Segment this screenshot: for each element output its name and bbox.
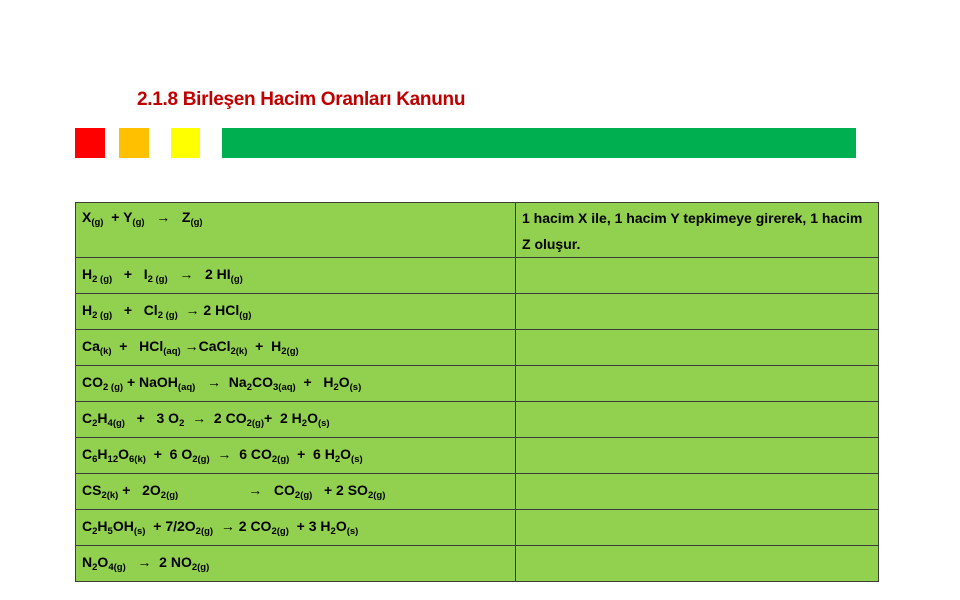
equation-text: Ca <box>82 338 100 354</box>
subscript: 2(k) <box>101 490 119 501</box>
note-cell <box>516 294 879 330</box>
equation-cell <box>76 203 516 258</box>
note-cell: 1 hacim X ile, 1 hacim Y tepkimeye girerek, 1 hacim Z oluşur. <box>516 203 879 258</box>
equation-text: O <box>340 446 352 462</box>
note-cell <box>516 474 879 510</box>
reaction-equation <box>82 338 299 357</box>
equation-cell <box>76 366 516 402</box>
equation-text: → 2 HI <box>167 266 231 282</box>
reactions-table-body <box>76 203 879 582</box>
reaction-equation <box>82 410 330 429</box>
equation-text: O <box>335 518 347 534</box>
subscript: 2 (g) <box>92 310 113 321</box>
reaction-equation <box>82 266 243 285</box>
equation-text: OH <box>112 518 134 534</box>
note-cell <box>516 366 879 402</box>
equation-text: + 2O <box>118 482 161 498</box>
equation-text: X <box>82 209 92 225</box>
equation-text: + 3 O <box>124 410 180 426</box>
equation-text: CO <box>252 374 273 390</box>
red-square-decor <box>75 128 105 158</box>
reaction-equation <box>82 482 386 501</box>
equation-cell <box>76 510 516 546</box>
equation-text: + <box>103 209 124 225</box>
equation-text: + 7/2O <box>145 518 196 534</box>
equation-text: C <box>82 446 93 462</box>
table-row <box>76 510 879 546</box>
equation-text: H <box>97 446 108 462</box>
subscript: 2 <box>246 382 252 393</box>
note-cell <box>516 258 879 294</box>
equation-text: + NaOH <box>123 374 178 390</box>
subscript: (s) <box>317 418 330 429</box>
reaction-equation <box>82 302 252 321</box>
equation-text: → 2 HCl <box>177 302 240 318</box>
equation-text: + 6 O <box>145 446 193 462</box>
subscript: (aq) <box>177 382 196 393</box>
equation-text: → 2 NO <box>125 554 192 570</box>
equation-text: → Na <box>195 374 247 390</box>
equation-text: C <box>82 410 93 426</box>
table-row <box>76 438 879 474</box>
equation-cell <box>76 294 516 330</box>
equation-text: + 2 H <box>264 410 302 426</box>
table-row <box>76 330 879 366</box>
subscript: 2(g) <box>191 562 210 573</box>
subscript: 3(aq) <box>273 382 296 393</box>
subscript: 2(g) <box>192 454 210 465</box>
subscript: 2 (g) <box>92 274 113 285</box>
equation-text: + 2 SO <box>312 482 368 498</box>
subscript: 5 <box>107 526 113 537</box>
table-row <box>76 294 879 330</box>
subscript: 2(g) <box>246 418 265 429</box>
table-row <box>76 474 879 510</box>
subscript: 2 <box>334 454 341 465</box>
reactions-table <box>75 202 879 582</box>
equation-text: Y <box>123 209 133 225</box>
equation-text: → 6 CO <box>209 446 272 462</box>
equation-text: → 2 CO <box>184 410 247 426</box>
subscript: (s) <box>133 526 146 537</box>
equation-text: →CaCl <box>180 338 231 354</box>
subscript: 6 <box>92 454 98 465</box>
equation-text: + 6 H <box>289 446 335 462</box>
equation-text: → CO <box>178 482 295 498</box>
reaction-equation <box>82 554 210 573</box>
equation-text: → Z <box>144 209 191 225</box>
subscript: 2(g) <box>271 526 289 537</box>
subscript: (s) <box>349 382 362 393</box>
table-row <box>76 203 879 258</box>
table-row <box>76 366 879 402</box>
subscript: 2 <box>92 526 98 537</box>
subscript: 6(k) <box>129 454 146 465</box>
subscript: (k) <box>99 346 112 357</box>
subscript: (g) <box>239 310 252 321</box>
subscript: 2 <box>92 418 98 429</box>
reaction-equation <box>82 209 203 228</box>
subscript: 2 <box>330 526 336 537</box>
subscript: 2(k) <box>230 346 248 357</box>
equation-text: → 2 CO <box>213 518 272 534</box>
subscript: (aq) <box>163 346 181 357</box>
subscript: 4(g) <box>107 418 125 429</box>
equation-text: + I <box>112 266 148 282</box>
equation-text: CS <box>82 482 102 498</box>
equation-text: C <box>82 518 93 534</box>
equation-cell <box>76 546 516 582</box>
subscript: (g) <box>91 217 104 228</box>
equation-text: N <box>82 554 93 570</box>
subscript: (g) <box>190 217 203 228</box>
subscript: 2 (g) <box>103 382 124 393</box>
equation-text: + HCl <box>111 338 164 354</box>
table-row <box>76 546 879 582</box>
equation-text: CO <box>82 374 103 390</box>
subscript: 4(g) <box>108 562 126 573</box>
subscript: 2(g) <box>195 526 214 537</box>
equation-text: H <box>97 410 108 426</box>
subscript: 2 <box>179 418 185 429</box>
note-cell <box>516 402 879 438</box>
reaction-equation <box>82 518 359 537</box>
equation-text: H <box>82 266 93 282</box>
subscript: 2 (g) <box>147 274 168 285</box>
subscript: 2 <box>301 418 308 429</box>
green-bar-decor <box>222 128 856 158</box>
subscript: 12 <box>107 454 119 465</box>
equation-text: O <box>97 554 109 570</box>
equation-text: O <box>118 446 130 462</box>
slide-title: 2.1.8 Birleşen Hacim Oranları Kanunu <box>137 89 466 110</box>
table-row <box>76 402 879 438</box>
equation-cell <box>76 330 516 366</box>
equation-text: + 3 H <box>288 518 331 534</box>
subscript: 2 <box>92 562 98 573</box>
subscript: 2(g) <box>160 490 179 501</box>
reaction-equation <box>82 374 362 393</box>
orange-square-decor <box>119 128 149 158</box>
note-cell <box>516 438 879 474</box>
reaction-equation <box>82 446 363 465</box>
equation-text: O <box>307 410 318 426</box>
subscript: (g) <box>230 274 243 285</box>
subscript: 2(g) <box>271 454 290 465</box>
equation-cell <box>76 402 516 438</box>
note-cell <box>516 510 879 546</box>
note-cell <box>516 546 879 582</box>
subscript: 2(g) <box>367 490 386 501</box>
subscript: (g) <box>132 217 145 228</box>
subscript: 2(g) <box>294 490 313 501</box>
subscript: (s) <box>351 454 363 465</box>
equation-text: + Cl <box>112 302 158 318</box>
equation-cell <box>76 474 516 510</box>
equation-text: O <box>338 374 350 390</box>
equation-text: + H <box>295 374 334 390</box>
equation-text: H <box>97 518 108 534</box>
subscript: 2 (g) <box>157 310 178 321</box>
note-cell <box>516 330 879 366</box>
subscript: 2 <box>333 382 339 393</box>
table-row <box>76 258 879 294</box>
subscript: (s) <box>346 526 359 537</box>
equation-text: H <box>82 302 93 318</box>
yellow-square-decor <box>171 128 200 158</box>
equation-cell <box>76 438 516 474</box>
subscript: 2(g) <box>281 346 299 357</box>
equation-text: + H <box>247 338 282 354</box>
equation-cell <box>76 258 516 294</box>
